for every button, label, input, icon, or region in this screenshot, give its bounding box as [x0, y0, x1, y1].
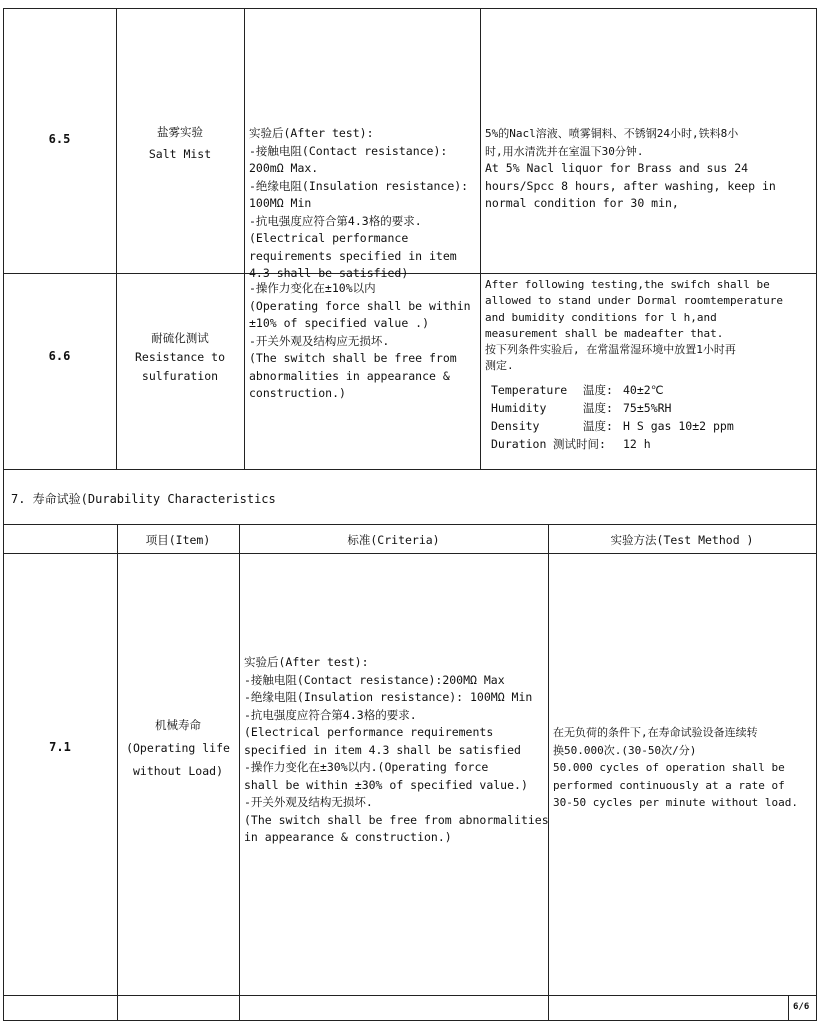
- criteria-line: (Operating force shall be within: [249, 298, 471, 313]
- criteria-line: -开关外观及结构应无损坏.: [249, 333, 390, 348]
- condition-label: Humidity: [491, 401, 547, 415]
- criteria-line: -抗电强度应符合第4.3格的要求.: [244, 707, 417, 722]
- criteria-line: -接触电阻(Contact resistance):: [249, 143, 448, 158]
- item-name-en: Salt Mist: [148, 147, 212, 161]
- criteria-line: abnormalities in appearance &: [249, 368, 450, 383]
- table-border-bottom: [3, 1020, 817, 1021]
- item-name-cn: 耐硫化测试: [151, 331, 209, 345]
- criteria-cell: [249, 280, 471, 403]
- condition-cn: 温度:: [583, 419, 613, 433]
- condition-cn: 温度:: [583, 383, 613, 397]
- row-divider-66-7: [3, 469, 817, 470]
- criteria-line: -绝缘电阻(Insulation resistance): 100MΩ Min: [244, 690, 533, 704]
- criteria-line: -绝缘电阻(Insulation resistance):: [249, 178, 469, 193]
- method-line: 换50.000次.(30-50次/分): [553, 743, 697, 757]
- criteria-line: 实验后(After test):: [244, 655, 369, 669]
- col-divider-upper-3: [480, 8, 481, 469]
- criteria-line: (Electrical performance: [249, 231, 409, 245]
- method-line: 测定.: [485, 359, 514, 373]
- criteria-cell: [244, 654, 549, 847]
- item-name-en: sulfuration: [141, 369, 219, 383]
- criteria-line: -操作力变化在±10%以内: [249, 281, 376, 295]
- item-name-en: (Operating life: [126, 741, 230, 755]
- method-line: allowed to stand under Dormal roomtemperature: [485, 294, 784, 308]
- criteria-line: 实验后(After test):: [249, 126, 374, 140]
- method-line: At 5% Nacl liquor for Brass and sus 24: [485, 161, 749, 175]
- criteria-line: 200mΩ Max.: [249, 161, 319, 175]
- method-line: After following testing,the swifch shall be: [485, 278, 770, 291]
- criteria-line: -接触电阻(Contact resistance):200MΩ Max: [244, 672, 505, 687]
- criteria-line: shall be within ±30% of specified value.): [244, 777, 528, 792]
- method-cell: [485, 277, 783, 375]
- criteria-line: specified in item 4.3 shall be satisfied: [244, 742, 521, 757]
- criteria-line: construction.): [249, 386, 346, 400]
- method-line: 时,用水清洗并在室温下30分钟.: [485, 144, 644, 158]
- criteria-line: -抗电强度应符合第4.3格的要求.: [249, 213, 422, 228]
- item-name-cn: 机械寿命: [155, 718, 201, 732]
- table-border-right: [816, 8, 817, 1020]
- criteria-line: (The switch shall be free from: [249, 351, 457, 365]
- method-line: and bumidity conditions for l h,and: [485, 310, 717, 324]
- page-number: 6/6: [793, 1002, 810, 1012]
- col-divider-upper-2: [244, 8, 245, 469]
- criteria-line: requirements specified in item: [249, 248, 457, 263]
- header-bottom: [3, 553, 817, 554]
- row-number: 7.1: [49, 740, 71, 754]
- row-number: 6.6: [48, 349, 71, 363]
- table-border-left: [3, 8, 4, 1020]
- condition-value: 75±5%RH: [623, 401, 672, 415]
- method-line: 在无负荷的条件下,在寿命试验设备连续转: [553, 726, 758, 739]
- method-cell: [553, 724, 798, 812]
- method-line: measurement shall be madeafter that.: [485, 326, 724, 340]
- criteria-line: ±10% of specified value .): [249, 316, 430, 330]
- condition-label: Duration: [491, 437, 547, 451]
- row-71-bottom: [3, 995, 817, 996]
- method-cell: [485, 125, 776, 213]
- condition-value: 12 h: [623, 437, 651, 451]
- condition-value: 40±2℃: [623, 383, 664, 397]
- condition-cn: 温度:: [583, 401, 613, 415]
- col-divider-upper-1: [116, 8, 117, 469]
- criteria-line: 100MΩ Min: [249, 196, 312, 210]
- criteria-line: in appearance & construction.): [244, 830, 452, 844]
- col-divider-lower-2: [239, 524, 240, 1020]
- method-line: 按下列条件实验后, 在常温常湿环境中放置1小时再: [485, 343, 736, 357]
- criteria-cell: [249, 125, 468, 283]
- method-line: performed continuously at a rate of: [553, 778, 785, 792]
- condition-cn: 测试时间:: [553, 437, 606, 451]
- criteria-line: (The switch shall be free from abnormalities: [244, 812, 549, 827]
- item-name-cn: 盐雾实验: [157, 125, 203, 139]
- criteria-line: -操作力变化在±30%以内.(Operating force: [244, 760, 489, 774]
- criteria-line: (Electrical performance requirements: [244, 725, 494, 739]
- header-method: 实验方法(Test Method ): [610, 533, 754, 547]
- condition-value: H S gas 10±2 ppm: [623, 419, 734, 433]
- section-title: 7. 寿命试验(Durability Characteristics: [11, 492, 276, 506]
- page-box-left: [788, 995, 789, 1020]
- condition-label: Density: [491, 419, 540, 433]
- condition-label: Temperature: [491, 383, 568, 397]
- method-line: hours/Spcc 8 hours, after washing, keep in: [485, 178, 776, 193]
- method-line: normal condition for 30 min,: [485, 196, 679, 210]
- section7-title-bottom: [3, 524, 817, 525]
- table-border-top: [3, 8, 817, 9]
- criteria-line: 4.3 shall be satisfied): [249, 266, 409, 280]
- item-name-en: without Load): [132, 764, 223, 778]
- method-line: 30-50 cycles per minute without load.: [553, 796, 799, 809]
- header-item: 项目(Item): [145, 533, 211, 547]
- header-criteria: 标准(Criteria): [347, 533, 440, 547]
- method-line: 50.000 cycles of operation shall be: [553, 761, 785, 774]
- method-line: 5%的Nacl溶液、喷雾铜料、不锈钢24小时,铁料8小: [485, 127, 739, 140]
- criteria-line: -开关外观及结构无损坏.: [244, 795, 373, 809]
- row-number: 6.5: [48, 132, 71, 146]
- item-name-en: Resistance to: [134, 350, 225, 364]
